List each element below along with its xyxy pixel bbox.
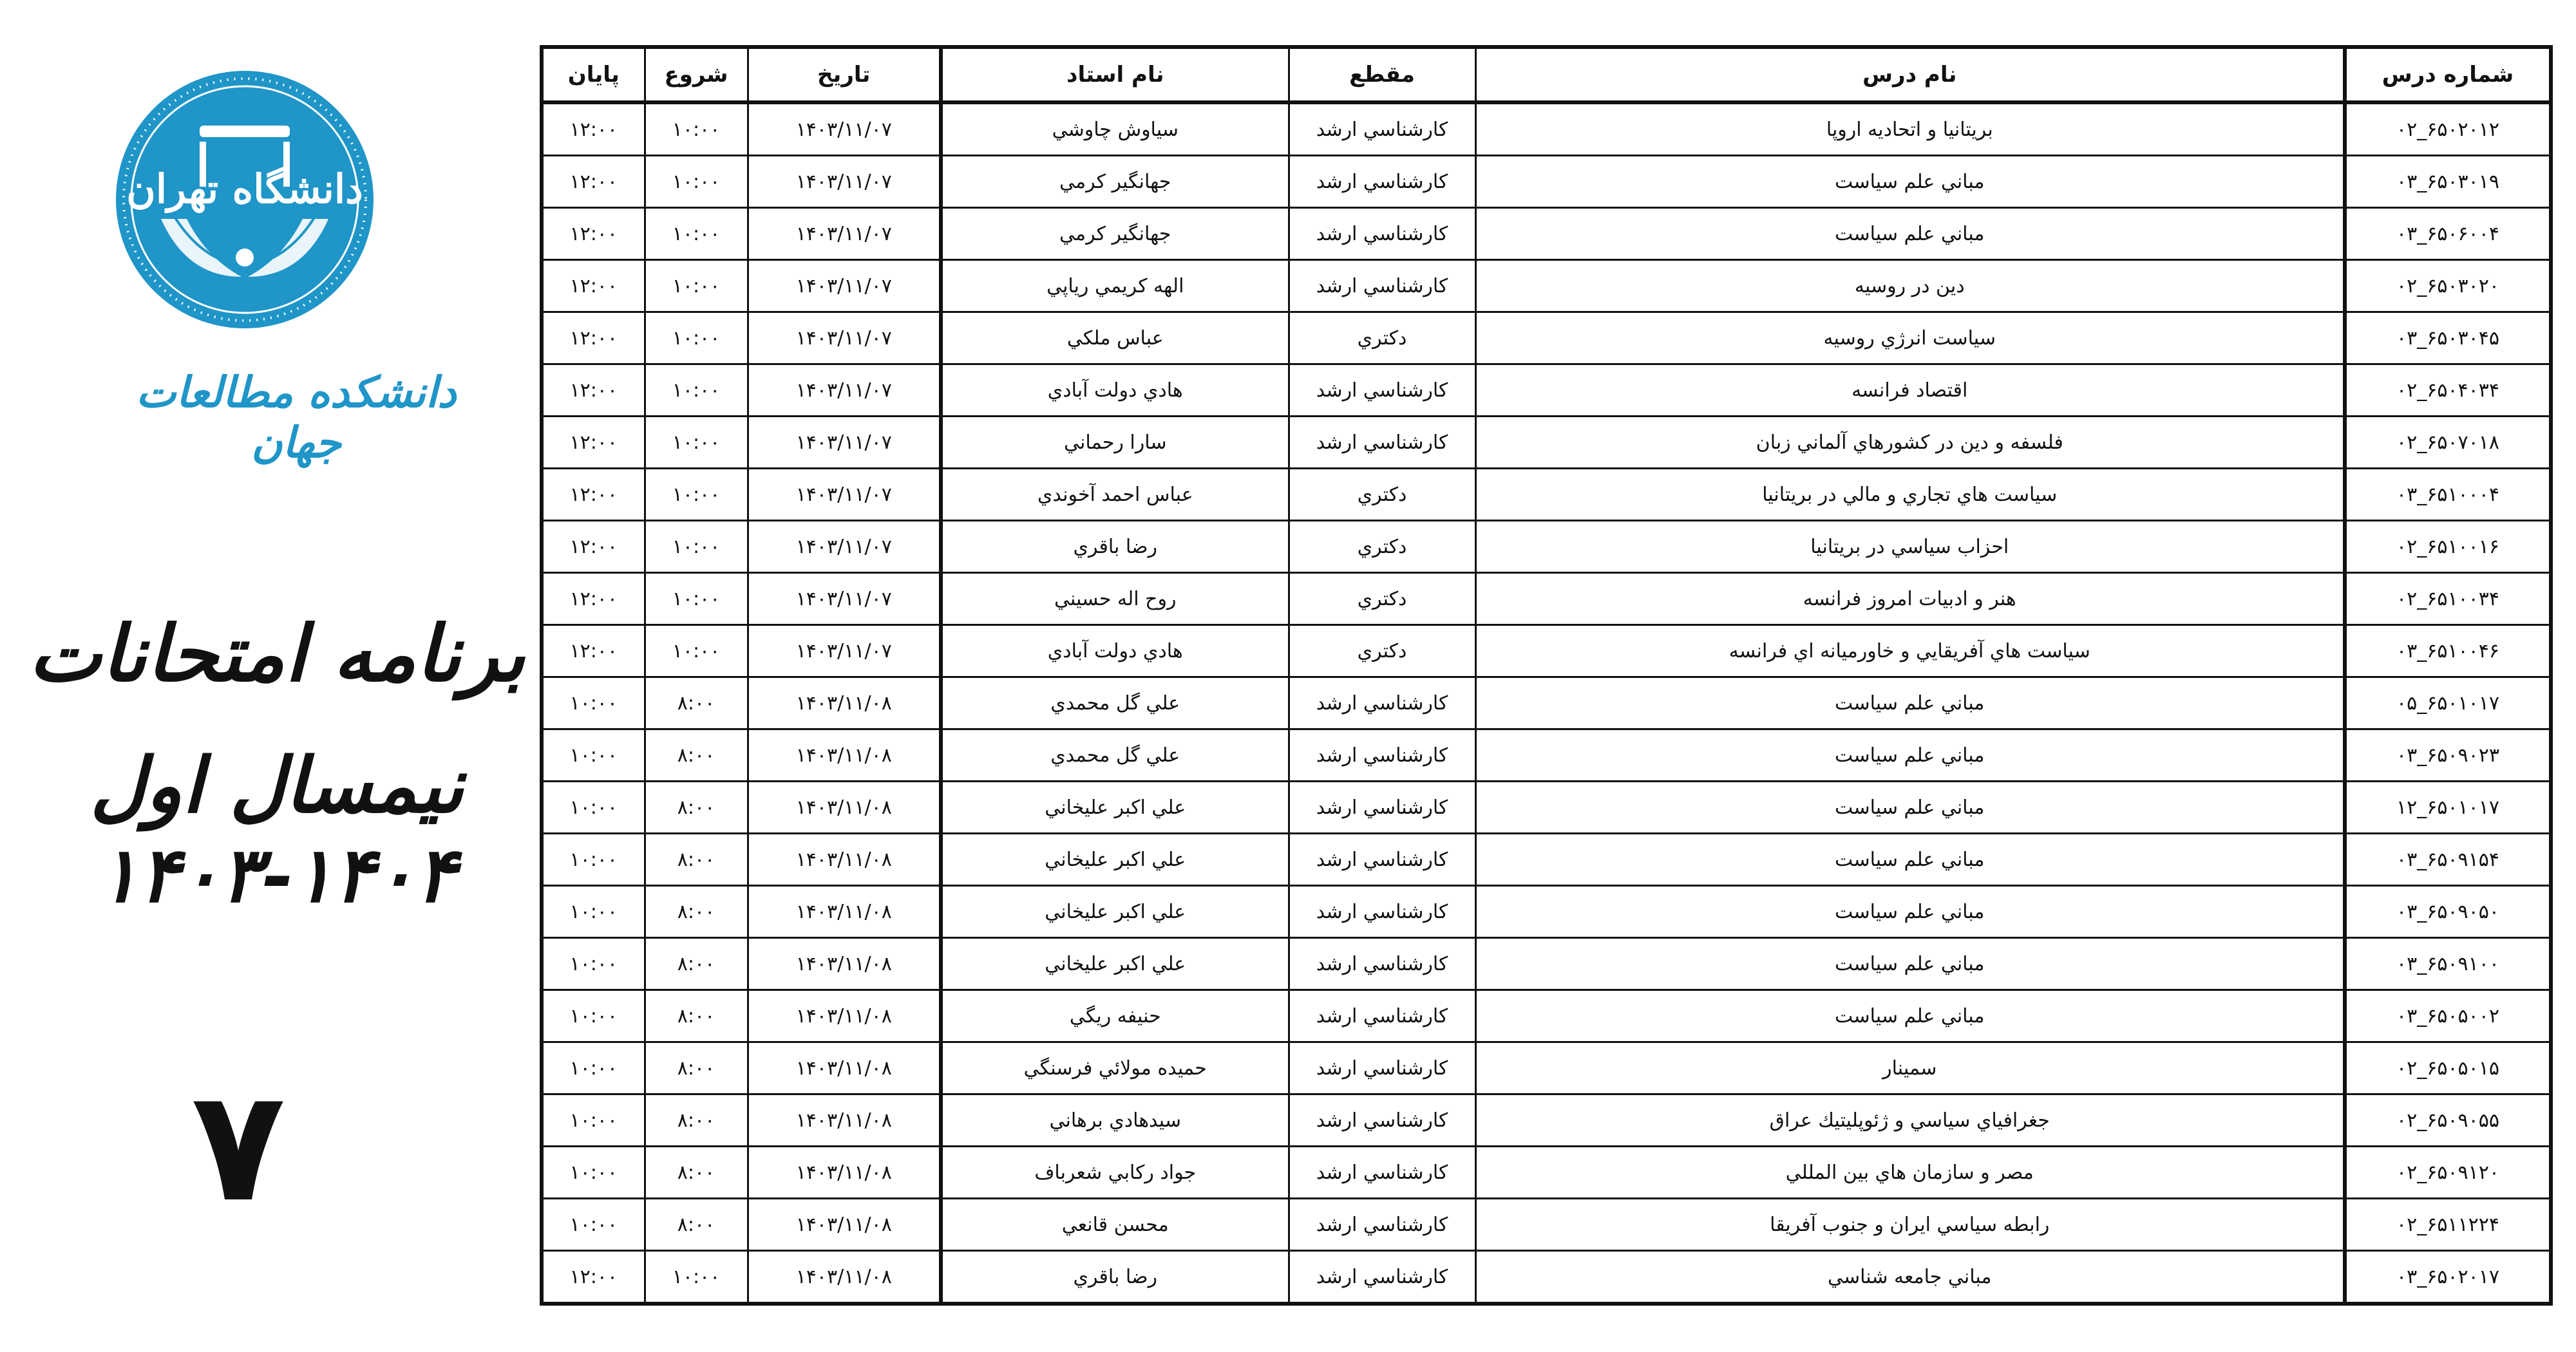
cell-start: ۱۰:۰۰	[645, 625, 748, 677]
cell-end: ۱۲:۰۰	[542, 312, 645, 364]
cell-instructor: علي اكبر عليخاني	[941, 886, 1289, 938]
cell-start: ۸:۰۰	[645, 834, 748, 886]
cell-date: ۱۴۰۳/۱۱/۰۷	[748, 312, 941, 364]
cell-end: ۱۰:۰۰	[542, 729, 645, 782]
faculty-name: دانشکده مطالعات جهان	[136, 367, 457, 467]
cell-end: ۱۲:۰۰	[542, 573, 645, 625]
table-row	[542, 312, 2551, 364]
table-row	[542, 1251, 2551, 1304]
cell-level: دکتري	[1289, 573, 1475, 625]
table-row	[542, 834, 2551, 886]
table-row	[542, 573, 2551, 625]
cell-end: ۱۰:۰۰	[542, 1094, 645, 1147]
cell-level: دکتري	[1289, 625, 1475, 677]
cell-end: ۱۰:۰۰	[542, 782, 645, 834]
cell-instructor: الهه كريمي رياپي	[941, 260, 1289, 312]
header-instructor: نام استاد	[941, 47, 1289, 102]
cell-level: کارشناسي ارشد	[1289, 834, 1475, 886]
cell-level: دکتري	[1289, 312, 1475, 364]
cell-date: ۱۴۰۳/۱۱/۰۸	[748, 1251, 941, 1304]
cell-course-number: ۶۵۱۰۰۳۴_۰۲	[2345, 573, 2551, 625]
cell-date: ۱۴۰۳/۱۱/۰۸	[748, 1042, 941, 1094]
table-row	[542, 990, 2551, 1042]
cell-course-number: ۶۵۱۰۰۴۶_۰۳	[2345, 625, 2551, 677]
table-row	[542, 260, 2551, 312]
cell-course-number: ۶۵۰۳۰۲۰_۰۲	[2345, 260, 2551, 312]
cell-instructor: علي اكبر عليخاني	[941, 782, 1289, 834]
cell-course-number: ۶۵۰۳۰۱۹_۰۳	[2345, 156, 2551, 208]
cell-start: ۱۰:۰۰	[645, 1251, 748, 1304]
header-start: شروع	[645, 47, 748, 102]
cell-level: کارشناسي ارشد	[1289, 364, 1475, 417]
cell-instructor: علي گل محمدي	[941, 677, 1289, 729]
page-number: ۷	[191, 1056, 286, 1236]
cell-course-number: ۶۵۰۹۱۲۰_۰۲	[2345, 1147, 2551, 1199]
cell-course-number: ۶۵۰۴۰۳۴_۰۲	[2345, 364, 2551, 417]
cell-date: ۱۴۰۳/۱۱/۰۸	[748, 677, 941, 729]
cell-level: کارشناسي ارشد	[1289, 1147, 1475, 1199]
cell-date: ۱۴۰۳/۱۱/۰۷	[748, 573, 941, 625]
cell-level: کارشناسي ارشد	[1289, 1199, 1475, 1251]
header-level: مقطع	[1289, 47, 1475, 102]
cell-level: کارشناسي ارشد	[1289, 1042, 1475, 1094]
cell-date: ۱۴۰۳/۱۱/۰۷	[748, 102, 941, 156]
cell-instructor: سارا رحماني	[941, 417, 1289, 469]
cell-level: کارشناسي ارشد	[1289, 677, 1475, 729]
cell-end: ۱۲:۰۰	[542, 208, 645, 260]
cell-end: ۱۲:۰۰	[542, 521, 645, 573]
cell-date: ۱۴۰۳/۱۱/۰۸	[748, 990, 941, 1042]
cell-course-name: مباني علم سياست	[1475, 782, 2345, 834]
cell-instructor: عباس احمد آخوندي	[941, 469, 1289, 521]
cell-course-number: ۶۵۰۷۰۱۸_۰۲	[2345, 417, 2551, 469]
cell-course-name: رابطه سياسي ايران و جنوب آفريقا	[1475, 1199, 2345, 1251]
cell-level: کارشناسي ارشد	[1289, 102, 1475, 156]
cell-level: کارشناسي ارشد	[1289, 729, 1475, 782]
cell-course-name: اقتصاد فرانسه	[1475, 364, 2345, 417]
cell-course-number: ۶۵۰۱۰۱۷_۱۲	[2345, 782, 2551, 834]
seal-text: دانشگاه تهران	[126, 165, 363, 212]
cell-start: ۱۰:۰۰	[645, 364, 748, 417]
cell-course-name: سياست هاي آفريقايي و خاورميانه اي فرانسه	[1475, 625, 2345, 677]
table-row	[542, 156, 2551, 208]
cell-end: ۱۰:۰۰	[542, 834, 645, 886]
table-row	[542, 886, 2551, 938]
cell-instructor: علي گل محمدي	[941, 729, 1289, 782]
university-logo	[97, 58, 457, 467]
cell-date: ۱۴۰۳/۱۱/۰۸	[748, 1147, 941, 1199]
cell-start: ۱۰:۰۰	[645, 156, 748, 208]
cell-course-name: مباني علم سياست	[1475, 834, 2345, 886]
cell-course-name: مباني جامعه شناسي	[1475, 1251, 2345, 1304]
table-row	[542, 782, 2551, 834]
cell-end: ۱۲:۰۰	[542, 156, 645, 208]
cell-level: دکتري	[1289, 469, 1475, 521]
cell-course-name: جغرافياي سياسي و ژئوپليتيك عراق	[1475, 1094, 2345, 1147]
table-row	[542, 208, 2551, 260]
cell-start: ۱۰:۰۰	[645, 260, 748, 312]
cell-date: ۱۴۰۳/۱۱/۰۸	[748, 782, 941, 834]
university-seal-icon	[109, 64, 380, 335]
cell-start: ۱۰:۰۰	[645, 208, 748, 260]
cell-instructor: رضا باقري	[941, 1251, 1289, 1304]
header-course-name: نام درس	[1475, 47, 2345, 102]
cell-date: ۱۴۰۳/۱۱/۰۷	[748, 208, 941, 260]
header-end: پايان	[542, 47, 645, 102]
cell-date: ۱۴۰۳/۱۱/۰۸	[748, 729, 941, 782]
cell-start: ۸:۰۰	[645, 990, 748, 1042]
cell-instructor: هادي دولت آبادي	[941, 625, 1289, 677]
cell-level: کارشناسي ارشد	[1289, 990, 1475, 1042]
cell-course-name: مباني علم سياست	[1475, 729, 2345, 782]
cell-course-number: ۶۵۰۹۱۰۰_۰۳	[2345, 938, 2551, 990]
cell-instructor: محسن قانعي	[941, 1199, 1289, 1251]
cell-course-name: سمينار	[1475, 1042, 2345, 1094]
header-course-number: شماره درس	[2345, 47, 2551, 102]
cell-instructor: حنيفه ريگي	[941, 990, 1289, 1042]
cell-course-number: ۶۵۰۵۰۰۲_۰۳	[2345, 990, 2551, 1042]
cell-level: کارشناسي ارشد	[1289, 156, 1475, 208]
cell-level: دکتري	[1289, 521, 1475, 573]
cell-date: ۱۴۰۳/۱۱/۰۷	[748, 469, 941, 521]
cell-end: ۱۲:۰۰	[542, 364, 645, 417]
table-row	[542, 469, 2551, 521]
cell-level: کارشناسي ارشد	[1289, 417, 1475, 469]
cell-course-name: مباني علم سياست	[1475, 886, 2345, 938]
cell-instructor: رضا باقري	[941, 521, 1289, 573]
cell-course-name: سياست هاي تجاري و مالي در بريتانيا	[1475, 469, 2345, 521]
cell-instructor: سياوش چاوشي	[941, 102, 1289, 156]
cell-end: ۱۲:۰۰	[542, 417, 645, 469]
cell-date: ۱۴۰۳/۱۱/۰۸	[748, 886, 941, 938]
table-row	[542, 102, 2551, 156]
cell-course-name: مباني علم سياست	[1475, 156, 2345, 208]
cell-course-number: ۶۵۰۶۰۰۴_۰۳	[2345, 208, 2551, 260]
cell-course-name: هنر و ادبيات امروز فرانسه	[1475, 573, 2345, 625]
cell-level: کارشناسي ارشد	[1289, 938, 1475, 990]
cell-course-name: فلسفه و دين در كشورهاي آلماني زبان	[1475, 417, 2345, 469]
table-row	[542, 938, 2551, 990]
page-title: برنامه امتحانات	[28, 608, 526, 699]
cell-end: ۱۲:۰۰	[542, 260, 645, 312]
table-row	[542, 364, 2551, 417]
header-date: تاريخ	[748, 47, 941, 102]
cell-course-number: ۶۵۰۹۰۵۵_۰۲	[2345, 1094, 2551, 1147]
table-row	[542, 729, 2551, 782]
cell-date: ۱۴۰۳/۱۱/۰۷	[748, 625, 941, 677]
cell-instructor: سيدهادي برهاني	[941, 1094, 1289, 1147]
cell-date: ۱۴۰۳/۱۱/۰۷	[748, 260, 941, 312]
cell-start: ۱۰:۰۰	[645, 573, 748, 625]
cell-course-number: ۶۵۰۹۰۵۰_۰۳	[2345, 886, 2551, 938]
cell-level: کارشناسي ارشد	[1289, 886, 1475, 938]
cell-course-number: ۶۵۰۱۰۱۷_۰۵	[2345, 677, 2551, 729]
cell-start: ۱۰:۰۰	[645, 417, 748, 469]
table-row	[542, 417, 2551, 469]
cell-course-name: بريتانيا و اتحاديه اروپا	[1475, 102, 2345, 156]
cell-course-number: ۶۵۰۲۰۱۷_۰۳	[2345, 1251, 2551, 1304]
cell-start: ۸:۰۰	[645, 938, 748, 990]
cell-course-name: مباني علم سياست	[1475, 990, 2345, 1042]
cell-date: ۱۴۰۳/۱۱/۰۸	[748, 834, 941, 886]
cell-level: کارشناسي ارشد	[1289, 1251, 1475, 1304]
cell-course-name: مصر و سازمان هاي بين المللي	[1475, 1147, 2345, 1199]
cell-start: ۸:۰۰	[645, 1042, 748, 1094]
cell-start: ۸:۰۰	[645, 1147, 748, 1199]
cell-start: ۸:۰۰	[645, 782, 748, 834]
cell-course-name: احزاب سياسي در بريتانيا	[1475, 521, 2345, 573]
cell-start: ۸:۰۰	[645, 886, 748, 938]
table-row	[542, 1094, 2551, 1147]
cell-course-number: ۶۵۰۳۰۴۵_۰۳	[2345, 312, 2551, 364]
cell-instructor: علي اكبر عليخاني	[941, 834, 1289, 886]
cell-course-number: ۶۵۰۹۰۲۳_۰۳	[2345, 729, 2551, 782]
cell-instructor: جهانگير كرمي	[941, 208, 1289, 260]
cell-instructor: روح اله حسيني	[941, 573, 1289, 625]
cell-end: ۱۰:۰۰	[542, 990, 645, 1042]
cell-date: ۱۴۰۳/۱۱/۰۷	[748, 521, 941, 573]
table-row	[542, 677, 2551, 729]
cell-date: ۱۴۰۳/۱۱/۰۷	[748, 156, 941, 208]
cell-course-number: ۶۵۰۲۰۱۲_۰۲	[2345, 102, 2551, 156]
cell-start: ۸:۰۰	[645, 1199, 748, 1251]
cell-start: ۱۰:۰۰	[645, 469, 748, 521]
cell-end: ۱۰:۰۰	[542, 677, 645, 729]
exam-schedule-table	[540, 45, 2553, 1306]
cell-end: ۱۲:۰۰	[542, 102, 645, 156]
page-subtitle: نیمسال اول ۱۴۰۴-۱۴۰۳	[90, 740, 464, 919]
cell-end: ۱۰:۰۰	[542, 1042, 645, 1094]
cell-end: ۱۰:۰۰	[542, 938, 645, 990]
table-row	[542, 1199, 2551, 1251]
cell-level: کارشناسي ارشد	[1289, 260, 1475, 312]
cell-level: کارشناسي ارشد	[1289, 208, 1475, 260]
cell-start: ۱۰:۰۰	[645, 102, 748, 156]
table-header-row	[542, 47, 2551, 102]
cell-course-name: مباني علم سياست	[1475, 938, 2345, 990]
cell-instructor: جهانگير كرمي	[941, 156, 1289, 208]
cell-level: کارشناسي ارشد	[1289, 1094, 1475, 1147]
cell-start: ۱۰:۰۰	[645, 521, 748, 573]
table-row	[542, 1147, 2551, 1199]
cell-start: ۱۰:۰۰	[645, 312, 748, 364]
cell-date: ۱۴۰۳/۱۱/۰۸	[748, 1094, 941, 1147]
cell-course-name: دين در روسيه	[1475, 260, 2345, 312]
cell-instructor: عباس ملكي	[941, 312, 1289, 364]
cell-instructor: علي اكبر عليخاني	[941, 938, 1289, 990]
cell-date: ۱۴۰۳/۱۱/۰۷	[748, 364, 941, 417]
cell-date: ۱۴۰۳/۱۱/۰۷	[748, 417, 941, 469]
cell-course-name: مباني علم سياست	[1475, 208, 2345, 260]
cell-start: ۸:۰۰	[645, 1094, 748, 1147]
cell-start: ۸:۰۰	[645, 729, 748, 782]
cell-course-number: ۶۵۱۰۰۰۴_۰۳	[2345, 469, 2551, 521]
cell-course-number: ۶۵۱۰۰۱۶_۰۲	[2345, 521, 2551, 573]
cell-course-number: ۶۵۰۹۱۵۴_۰۳	[2345, 834, 2551, 886]
cell-end: ۱۰:۰۰	[542, 1147, 645, 1199]
cell-end: ۱۲:۰۰	[542, 469, 645, 521]
table-body	[542, 102, 2551, 1304]
cell-level: کارشناسي ارشد	[1289, 782, 1475, 834]
cell-instructor: هادي دولت آبادي	[941, 364, 1289, 417]
cell-start: ۸:۰۰	[645, 677, 748, 729]
cell-end: ۱۲:۰۰	[542, 625, 645, 677]
cell-end: ۱۲:۰۰	[542, 1251, 645, 1304]
table-row	[542, 1042, 2551, 1094]
cell-date: ۱۴۰۳/۱۱/۰۸	[748, 1199, 941, 1251]
cell-course-number: ۶۵۰۵۰۱۵_۰۲	[2345, 1042, 2551, 1094]
table-row	[542, 521, 2551, 573]
table-row	[542, 625, 2551, 677]
cell-instructor: جواد ركابي شعرباف	[941, 1147, 1289, 1199]
cell-instructor: حميده مولائي فرسنگي	[941, 1042, 1289, 1094]
cell-course-name: مباني علم سياست	[1475, 677, 2345, 729]
cell-course-name: سياست انرژي روسيه	[1475, 312, 2345, 364]
cell-end: ۱۰:۰۰	[542, 1199, 645, 1251]
cell-course-number: ۶۵۱۱۲۲۴_۰۲	[2345, 1199, 2551, 1251]
cell-date: ۱۴۰۳/۱۱/۰۸	[748, 938, 941, 990]
cell-end: ۱۰:۰۰	[542, 886, 645, 938]
